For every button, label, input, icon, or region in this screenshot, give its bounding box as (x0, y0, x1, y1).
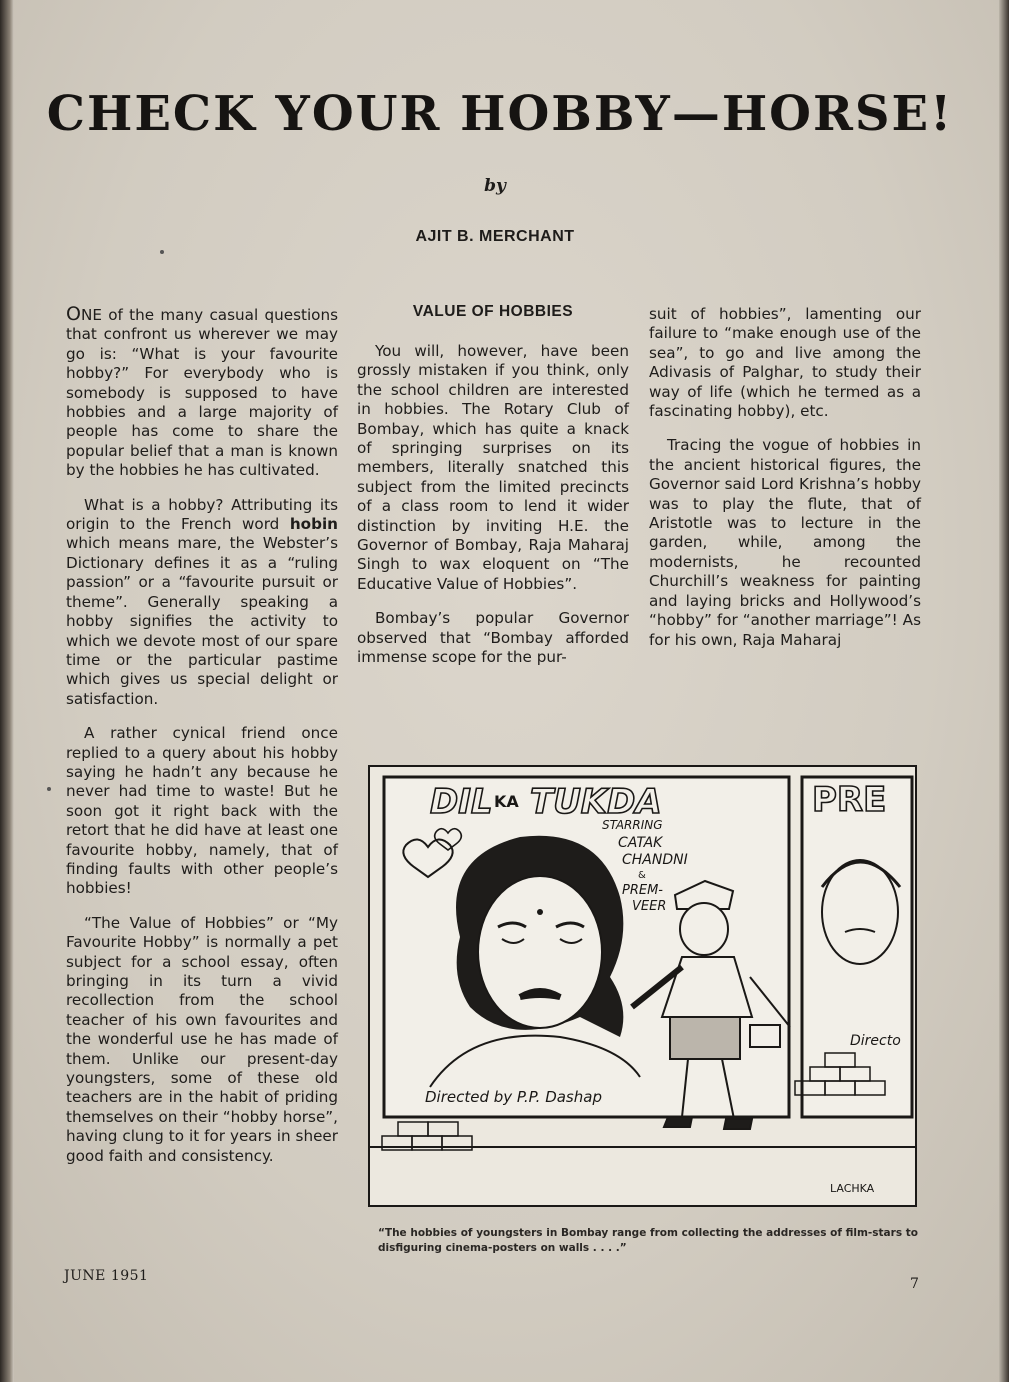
page-edge-left (0, 0, 14, 1382)
speck (47, 787, 51, 791)
cartoon-illustration (368, 765, 917, 1207)
issue-date: JUNE 1951 (64, 1268, 149, 1284)
page-edge-right (999, 0, 1009, 1382)
article-title: CHECK YOUR HOBBY—HORSE! (46, 86, 954, 142)
column-2 (357, 342, 629, 683)
paragraph-text: What is a hobby? Attributing its origin to the French word (66, 495, 338, 534)
star-name: VEER (632, 899, 667, 914)
column-3 (649, 305, 921, 665)
paragraph: You will, however, have been grossly mistaken if you think, only the school children are interested in hobbies. The Rotary Club of Bombay, which has quite a knack of springing surprises on its members, literally snatched this subject from the limited precincts of a class room to lend it wider distinction by inviting H.E. the Governor of Bombay, Raja Maharaj Singh to wax eloquent on “The Educative Value of Hobbies”. (357, 342, 629, 593)
poster-face (478, 876, 602, 1028)
cartoon-drawing (370, 767, 915, 1205)
artist-signature: LACHKA (830, 1182, 875, 1195)
drop-cap: O (66, 303, 81, 325)
second-poster-credit: Directo (850, 1033, 901, 1049)
ampersand: & (638, 870, 646, 881)
star-name: CATAK (618, 835, 663, 851)
author-name: AJIT B. MERCHANT (415, 228, 575, 245)
paragraph: A rather cynical friend once replied to a query about his hobby saying he hadn’t any because he never had time to waste! But he soon got it right back with the retort that he did have at least one favourite hobby, namely, that of finding faults with other people’s hobbies! (66, 724, 338, 898)
star-name: PREM- (622, 883, 663, 898)
poster-director-credit: Directed by P.P. Dashap (425, 1088, 602, 1106)
paragraph (66, 305, 338, 481)
starring-label: STARRING (602, 818, 663, 832)
poster-title-ka: KA (494, 792, 519, 811)
star-name: CHANDNI (622, 852, 688, 868)
paragraph-text: which means mare, the Webster’s Dictionary defines it as a “ruling passion” or a “favourite pursuit or theme”. Generally speaking a hobby signifies the activity to which we devote most of our spare time or the particular pastime which gives us special delight or satisfaction. (66, 534, 338, 708)
column-1 (66, 305, 338, 1181)
page-number: 7 (910, 1276, 919, 1292)
paragraph: suit of hobbies”, lamenting our failure to “make enough use of the sea”, to go and live among the Adivasis of Palghar, to study their way of life (which he termed as a fascinating hobby), etc. (649, 305, 921, 421)
paragraph: “The Value of Hobbies” or “My Favourite Hobby” is normally a pet subject for a school essay, often bringing in its turn a vivid recollection from the school teacher of his own favourites and the wonderful use he has made of them. Unlike our present-day youngsters, some of these old teachers are in the habit of priding themselves on their “hobby horse”, having clung to it for years in sheer good faith and consistency. (66, 913, 338, 1165)
paragraph-text: NE of the many casual questions that confront us wherever we may go is: “What is your favourite hobby?” For everybody who is somebody is supposed to have hobbies and a large majority of people has come to share the popular belief that a man is known by the hobbies he has cultivated. (66, 306, 338, 480)
paragraph: Bombay’s popular Governor observed that “Bombay afforded immense scope for the pur- (357, 609, 629, 667)
keyword-hobin: hobin (289, 515, 338, 534)
section-subhead: VALUE OF HOBBIES (412, 303, 574, 320)
cartoon-caption: “The hobbies of youngsters in Bombay range from collecting the addresses of film-stars to disfiguring cinema-posters on walls . . . .” (378, 1227, 918, 1254)
byline: by (484, 176, 506, 196)
poster-title-tukda: TUKDA (530, 782, 662, 822)
speck (160, 250, 164, 254)
poster-title-dil: DIL (430, 782, 493, 822)
second-poster-title: PRE (812, 780, 887, 820)
paragraph: Tracing the vogue of hobbies in the ancient historical figures, the Governor said Lord Krishna’s hobby was to play the flute, that of Aristotle was to lecture in the garden, while, among the modernists, he recounted Churchill’s weakness for painting and laying bricks and Hollywood’s “hobby” for “another marriage”! As for his own, Raja Maharaj (649, 436, 921, 649)
drawn-moustache (520, 991, 560, 997)
paragraph (66, 496, 338, 709)
